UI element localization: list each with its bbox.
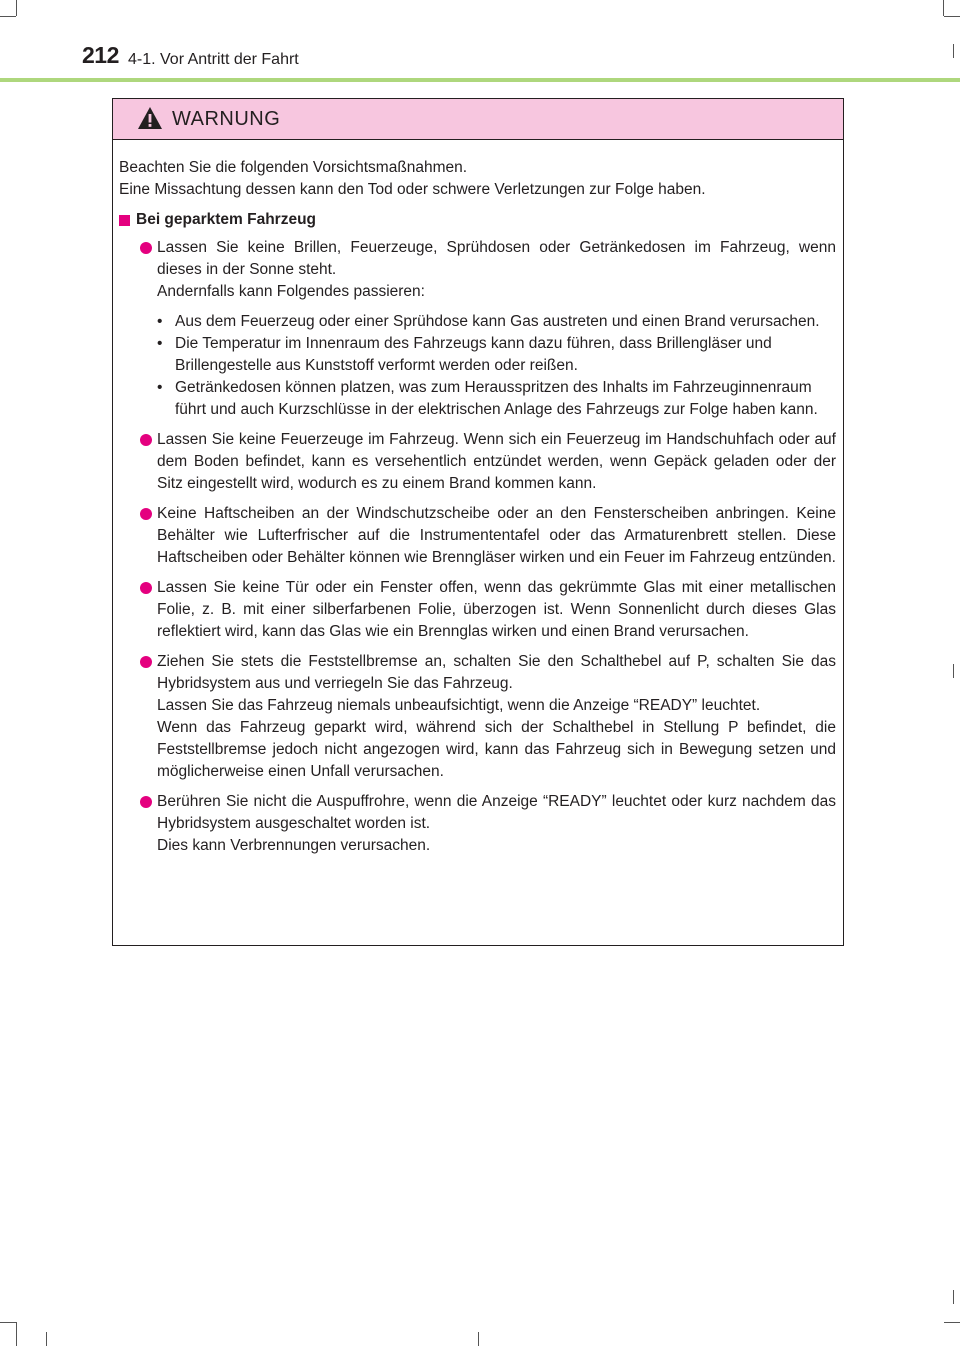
bullet-text: Lassen Sie das Fahrzeug niemals unbeaufsichtigt, wenn die Anzeige “READY” leuchtet. <box>157 697 761 714</box>
bullet-text: Lassen Sie keine Tür oder ein Fenster offen, wenn das gekrümmte Glas mit einer metallischen Folie, z. B. mit einer silberfarbenen Folie, überzogen ist. Wenn Sonnenlicht durch dieses Glas reflektiert wird, kann das Glas wie ein Brennglas wirken und einen Brand verursachen. <box>157 579 836 640</box>
sub-list <box>157 311 836 421</box>
sub-list-item: • Getränkedosen können platzen, was zum Herausspritzen des Inhalts im Fahrzeuginnenraum führt und auch Kurzschlüsse in der elektrischen Anlage des Fahrzeugs zur Folge haben kann. <box>157 377 836 421</box>
bullet-dot-icon <box>140 242 152 254</box>
bullet-text: Ziehen Sie stets die Feststellbremse an, schalten Sie den Schalthebel auf P, schalten Sie das Hybridsystem aus und verriegeln Sie das Fahrzeug. <box>157 653 836 692</box>
list-item <box>119 429 836 495</box>
crop-mark <box>953 664 954 678</box>
list-item <box>119 503 836 569</box>
list-item <box>119 651 836 783</box>
subheading <box>119 209 836 231</box>
bullet-text: Dies kann Verbrennungen verursachen. <box>157 837 431 854</box>
intro-line: Eine Missachtung dessen kann den Tod oder schwere Verletzungen zur Folge haben. <box>119 181 706 198</box>
bullet-text: Berühren Sie nicht die Auspuffrohre, wenn die Anzeige “READY” leuchtet oder kurz nachdem das Hybridsystem ausgeschaltet worden ist. <box>157 793 836 832</box>
bullet-dot-icon <box>140 656 152 668</box>
warning-body <box>119 157 836 865</box>
crop-mark <box>16 1322 17 1346</box>
bullet-dot-icon <box>140 582 152 594</box>
page-header <box>0 0 960 86</box>
crop-mark <box>953 1290 954 1304</box>
sub-list-item: • Die Temperatur im Innenraum des Fahrzeugs kann dazu führen, dass Brillengläser und Brillengestelle aus Kunststoff verformt werden oder reißen. <box>157 333 836 377</box>
crop-mark <box>478 1332 479 1346</box>
bullet-text: Wenn das Fahrzeug geparkt wird, während sich der Schalthebel in Stellung P befindet, die Feststellbremse jedoch nicht angezogen wird, kann das Fahrzeug sich in Bewegung setzen und möglicherweise einen Unfall verursachen. <box>157 719 836 780</box>
list-item <box>119 237 836 421</box>
page-number: 212 <box>82 42 119 68</box>
crop-mark <box>0 1322 16 1323</box>
warning-triangle-icon <box>137 106 163 130</box>
crop-mark <box>944 1322 960 1323</box>
warning-header <box>113 99 843 140</box>
bullet-dot-icon <box>140 508 152 520</box>
crop-mark <box>46 1332 47 1346</box>
bullet-dot-icon <box>140 796 152 808</box>
bullet-text: Lassen Sie keine Brillen, Feuerzeuge, Sprühdosen oder Getränkedosen im Fahrzeug, wenn dieses in der Sonne steht. <box>157 239 836 278</box>
warning-box <box>112 98 844 946</box>
section-title: 4-1. Vor Antritt der Fahrt <box>128 51 299 68</box>
warning-title: WARNUNG <box>172 108 281 130</box>
intro-line: Beachten Sie die folgenden Vorsichtsmaßnahmen. <box>119 159 468 176</box>
square-bullet-icon <box>119 215 130 226</box>
sub-list-item: • Aus dem Feuerzeug oder einer Sprühdose kann Gas austreten und einen Brand verursachen. <box>157 311 836 333</box>
subheading-text: Bei geparktem Fahrzeug <box>136 211 317 228</box>
bullet-text: Keine Haftscheiben an der Windschutzscheibe oder an den Fensterscheiben anbringen. Keine Behälter wie Lufterfrischer auf die Instrumententafel oder das Armaturenbrett stellen. Diese Haftscheiben oder Behälter können wie Brenngläser wirken und ein Feuer im Fahrzeug entzünden. <box>157 505 836 566</box>
bullet-dot-icon <box>140 434 152 446</box>
bullet-text: Lassen Sie keine Feuerzeuge im Fahrzeug. Wenn sich ein Feuerzeug im Handschuhfach oder auf dem Boden befindet, kann es versehentlich entzündet werden, wenn Gepäck geladen oder der Sitz eingestellt wird, wodurch es zu einem Brand kommen kann. <box>157 431 836 492</box>
list-item <box>119 577 836 643</box>
list-item <box>119 791 836 857</box>
header-rule <box>0 78 960 82</box>
bullet-text: Andernfalls kann Folgendes passieren: <box>157 283 425 300</box>
